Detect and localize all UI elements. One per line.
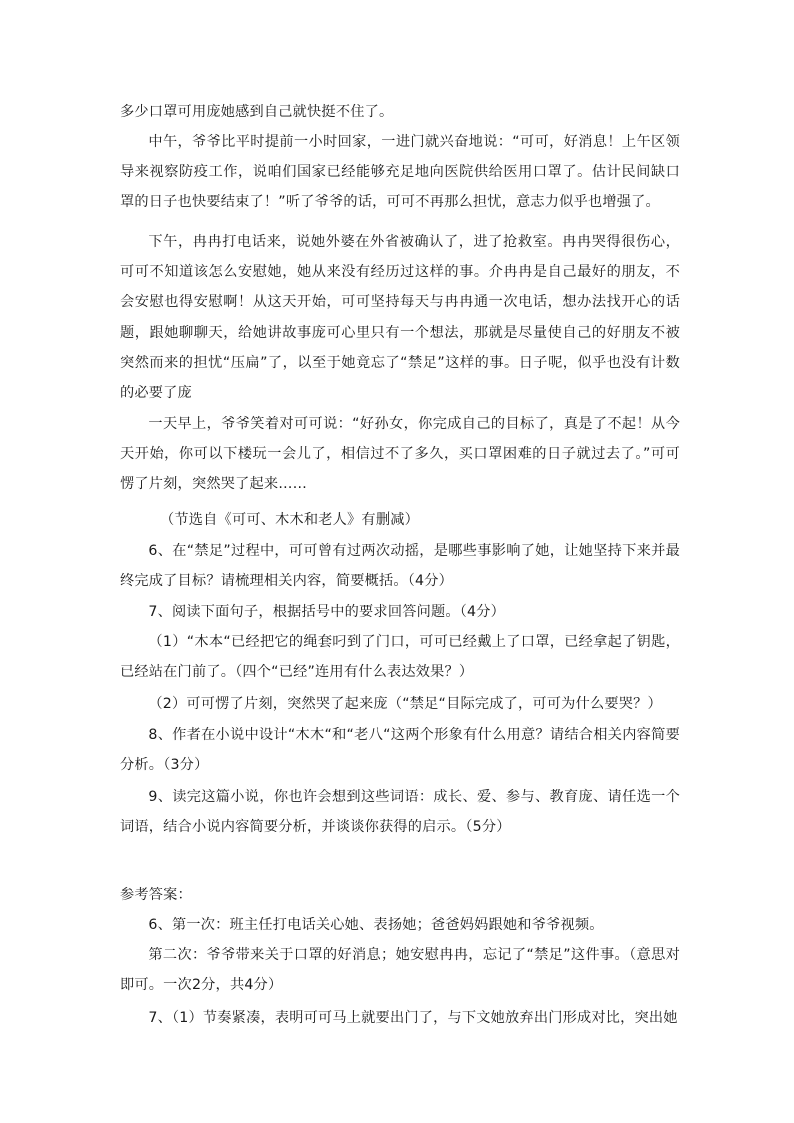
passage-paragraph-continued: 多少口罩可用庞她感到自己就快挺不住了。 [120,104,394,120]
question-7: 7、阅读下面句子，根据括号中的要求回答问题。（4分） [148,604,506,620]
answer-6-second: 第二次：爷爷带来关于口罩的好消息；她安慰冉冉，忘记了“禁足”这件事。（意思对即可。一次2分，共4分） [120,947,680,994]
question-8: 8、作者在小说中设计“木木“和“老八“这两个形象有什么用意？请结合相关内容简要分析。（3分） [120,727,680,774]
question-7-part-2: （2）可可愣了片刻，突然哭了起来庞（“禁足“目际完成了，可可为什么要哭？） [148,696,662,712]
question-7-part-1: （1）“木本“已经把它的绳套叼到了门口，可可已经戴上了口罩，已经拿起了钥匙，已经站在门前了。（四个“已经”连用有什么表达效果？） [120,634,680,681]
answer-6-first: 6、第一次：班主任打电话关心她、表扬她；爸爸妈妈跟她和爷爷视频。 [148,917,604,933]
passage-paragraph-morning: 一天早上，爷爷笑着对可可说：“好孙女，你完成自己的目标了，真是了不起！从今天开始，你可以下楼玩一会儿了，相信过不了多久，买口罩困难的日子就过去了。”可可愣了片刻，突然哭了起来…… [120,416,680,493]
passage-paragraph-noon: 中午，爷爷比平时提前一小时回家，一进门就兴奋地说：“可可，好消息！上午区领导来视察防疫工作，说咱们国家已经能够充足地向医院供给医用口罩了。估计民间缺口罩的日子也快要结束了！”听了爷爷的话，可可不再那么担忧，意志力似乎也增强了。 [120,134,680,211]
question-9: 9、读完这篇小说，你也许会想到这些词语：成长、爱、参与、教育庞、请任选一个词语，结合小说内容简要分析，并谈谈你获得的启示。（5分） [120,789,680,836]
answers-heading: 参考答案： [120,887,192,903]
question-6: 6、在“禁足”过程中，可可曾有过两次动摇，是哪些事影响了她，让她坚持下来并最终完成了目标？请梳理相关内容，简要概括。（4分） [120,543,680,590]
answer-7-part-1: 7、（1）节奏紧凑，表明可可马上就要出门了，与下文她放弃出门形成对比，突出她 [148,1010,678,1026]
passage-source: （节选自《可可、木木和老人》有删减） [160,512,419,528]
passage-paragraph-afternoon: 下午，冉冉打电话来，说她外婆在外省被确认了，进了抢救室。冉冉哭得很伤心，可可不知道该怎么安慰她，她从来没有经历过这样的事。介冉冉是自己最好的朋友，不会安慰也得安慰啊！从这天开始，可可坚持每天与冉冉通一次电话，想办法找开心的话题，跟她聊聊天，给她讲故事庞可心里只有一个想法，那就是尽量使自己的好朋友不被突然而来的担忧“压扁”了，以至于她竟忘了“禁足”这样的事。日子呢，似乎也没有计数的必要了庞 [120,234,680,402]
